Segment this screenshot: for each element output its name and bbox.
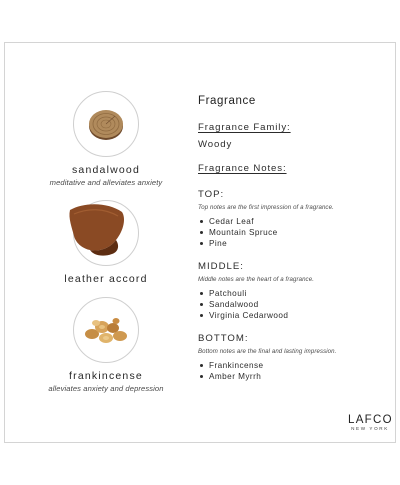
list-item: Sandalwood (198, 299, 378, 310)
top-notes-heading: TOP: (198, 189, 225, 200)
leather-icon (64, 200, 130, 266)
sandalwood-image-circle (73, 91, 139, 157)
middle-notes-heading: MIDDLE: (198, 261, 244, 272)
bottom-notes-list (198, 360, 378, 382)
ingredient-description: meditative and alleviates anxiety (49, 178, 163, 187)
brand-logo (348, 414, 392, 432)
list-item: Pine (198, 238, 378, 249)
frankincense-icon (82, 314, 130, 346)
bullet-icon (200, 314, 203, 317)
brand-location: NEW YORK (351, 426, 389, 431)
ingredient-name: sandalwood (71, 164, 141, 176)
list-item: Patchouli (198, 288, 378, 299)
fragrance-details (198, 52, 378, 382)
middle-notes-description: Middle notes are the heart of a fragrance. (198, 276, 314, 283)
list-item: Cedar Leaf (198, 216, 378, 227)
bullet-icon (200, 231, 203, 234)
ingredient-sandalwood (14, 91, 198, 188)
ingredient-name: leather accord (64, 273, 148, 285)
fragrance-notes-label: Fragrance Notes: (198, 163, 287, 174)
bullet-icon (200, 292, 203, 295)
fragrance-title: Fragrance (198, 95, 256, 107)
ingredient-leather-accord (14, 200, 198, 285)
middle-notes-list (198, 288, 378, 321)
ingredient-description: alleviates anxiety and depression (48, 384, 164, 393)
top-notes-description: Top notes are the first impression of a fragrance. (198, 204, 334, 211)
bullet-icon (200, 375, 203, 378)
list-item: Mountain Spruce (198, 227, 378, 238)
fragrance-family-label: Fragrance Family: (198, 122, 291, 133)
list-item: Amber Myrrh (198, 371, 378, 382)
bullet-icon (200, 220, 203, 223)
bullet-icon (200, 303, 203, 306)
bullet-icon (200, 242, 203, 245)
bottom-notes-description: Bottom notes are the final and lasting impression. (198, 348, 337, 355)
ingredient-name: frankincense (69, 370, 143, 382)
fragrance-family-value: Woody (198, 139, 233, 150)
sandalwood-icon (87, 106, 125, 142)
ingredient-frankincense (14, 297, 198, 394)
bullet-icon (200, 364, 203, 367)
list-item: Virginia Cedarwood (198, 310, 378, 321)
bottom-notes-heading: BOTTOM: (198, 333, 249, 344)
top-notes-list (198, 216, 378, 249)
list-item: Frankincense (198, 360, 378, 371)
brand-name: LAFCO (348, 414, 393, 426)
frankincense-image-circle (73, 297, 139, 363)
leather-image-circle (73, 200, 139, 266)
